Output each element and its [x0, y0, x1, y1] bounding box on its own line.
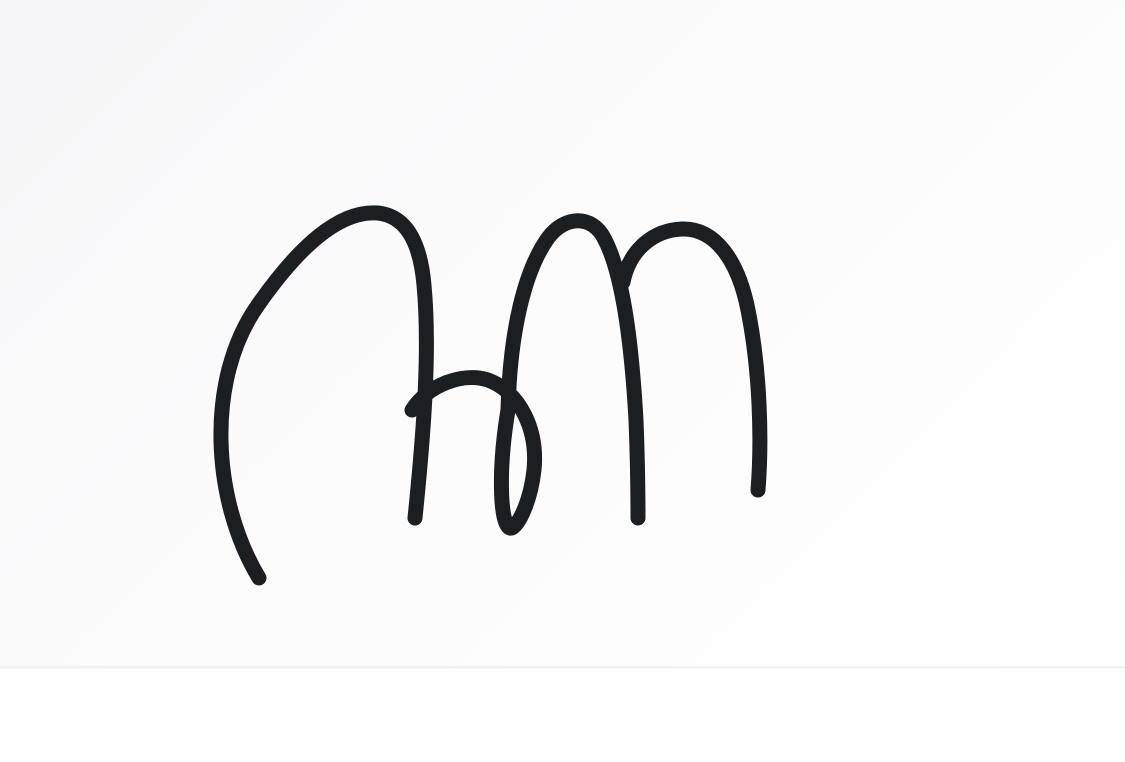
signature-stroke-left-arch	[221, 213, 426, 578]
signature-stroke-small-loop	[412, 378, 535, 528]
